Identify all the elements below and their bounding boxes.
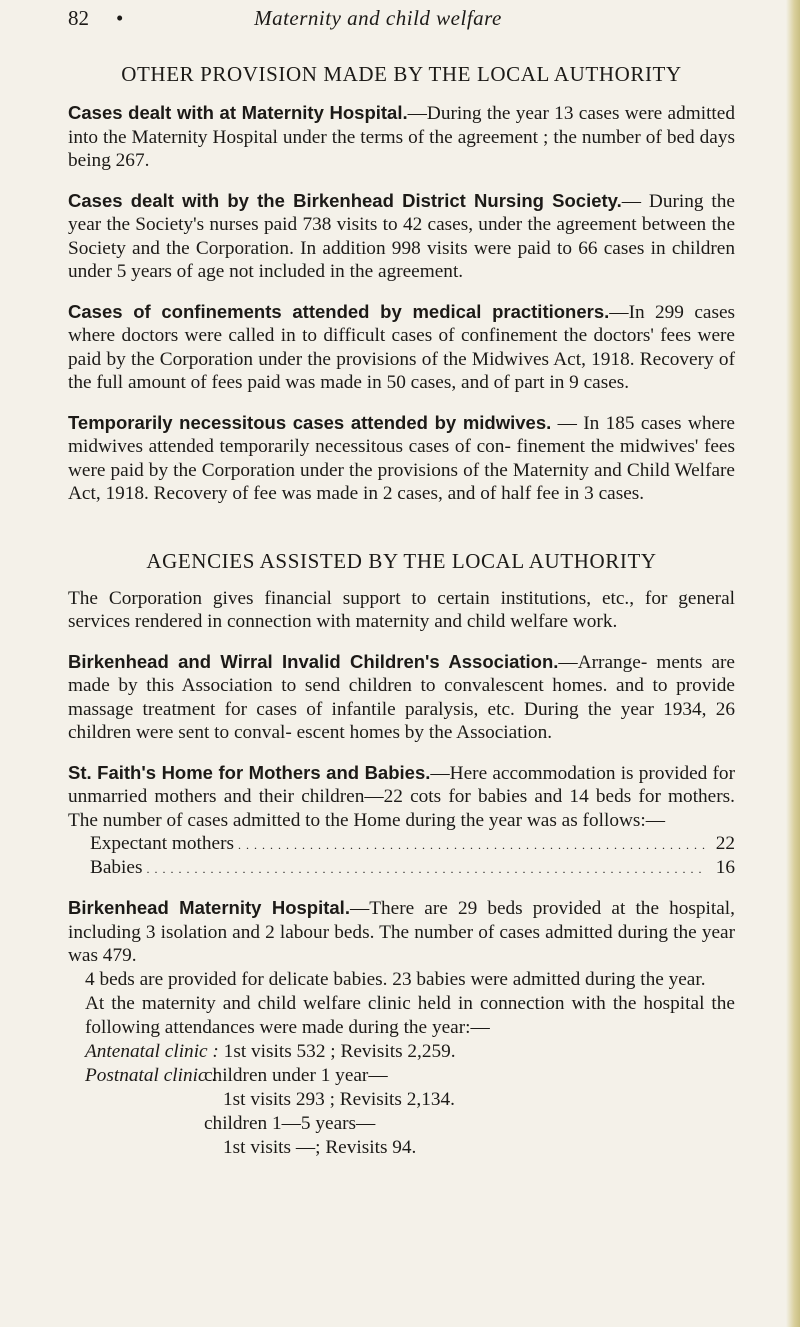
postnatal-line: 1st visits 293 ; Revisits 2,134. (223, 1088, 455, 1110)
paragraph-birkenhead-maternity-hospital: Birkenhead Maternity Hospital.—There are 29 beds provided at the hospital, including 3 isolation and 2 labour beds. The number of cases admitted during the year was 479. (68, 897, 735, 966)
postnatal-line: 1st visits —; Revisits 94. (223, 1136, 417, 1158)
list-item (68, 856, 735, 880)
page-edge-shading (786, 0, 800, 1327)
page-number: 82 (68, 6, 89, 30)
paragraph-district-nursing: Cases dealt with by the Birkenhead District Nursing Society.— During the year the Society's nurses paid 738 visits to 42 cases, under the agreement between the Society and the Corporation. In addition 998 visits were paid to 66 cases in children under 5 years of age not included in the agreement. (68, 189, 735, 282)
antenatal-label: Antenatal clinic : (85, 1040, 219, 1062)
section-title-agencies: AGENCIES ASSISTED BY THE LOCAL AUTHORITY (146, 548, 657, 573)
postnatal-label: Postnatal clinic : (85, 1064, 218, 1086)
paragraph-medical-practitioners: Cases of confinements attended by medical practitioners.—In 299 cases where doctors were called in to difficult cases of confinement the doctors' fees were paid by the Corporation under the provisions of the Midwives Act, 1918. Recovery of the full amount of fees paid was made in 50 cases, and of part in 9 cases. (68, 300, 736, 393)
paragraph-delicate-babies: 4 beds are provided for delicate babies. 23 babies were admitted during the year. (85, 968, 706, 990)
page-body (68, 61, 735, 1160)
header-marker: • (116, 6, 124, 30)
paragraph-invalid-children: Birkenhead and Wirral Invalid Children's Association.—Arrange- ments are made by this Association to send children to convalescent homes. and to provide massage treatment for cases of infantile paralysis, etc. During the year 1934, 26 children were sent to conval- escent homes by the Association. (68, 650, 735, 743)
paragraph-heading: Cases dealt with at Maternity Hospital. (68, 102, 408, 123)
paragraph-st-faiths-home: St. Faith's Home for Mothers and Babies.—Here accommodation is provided for unmarried mothers and their children—22 cots for babies and 14 beds for mothers. The number of cases admitted to the Home during the year was as follows:— (68, 761, 735, 831)
postnatal-line: children under 1 year— (204, 1064, 388, 1086)
list-item-value: 16 (709, 856, 735, 880)
paragraph-midwives: Temporarily necessitous cases attended by midwives. — In 185 cases where midwives attended temporarily necessitous cases of con- finement the midwives' fees were paid by the Corporation under the provisions of the Maternity and Child Welfare Act, 1918. Recovery of fee was made in 2 cases, and of half fee in 3 cases. (68, 411, 735, 504)
postnatal-line: children 1—5 years— (204, 1112, 376, 1134)
paragraph-heading: Cases of confinements attended by medical practitioners. (68, 300, 610, 322)
paragraph-heading: Temporarily necessitous cases attended by midwives. (68, 411, 552, 433)
admissions-list (68, 832, 735, 880)
list-item-label: Babies . . . (90, 856, 707, 881)
paragraph-heading: Birkenhead and Wirral Invalid Children's Association. (68, 650, 559, 672)
list-item-value: 22 (709, 832, 735, 856)
section-title-other-provision: OTHER PROVISION MADE BY THE LOCAL AUTHORITY (121, 62, 682, 86)
list-item (68, 832, 735, 856)
page-header (68, 6, 688, 40)
paragraph-heading: Cases dealt with by the Birkenhead District Nursing Society. (68, 189, 622, 211)
paragraph-clinic-attendances: At the maternity and child welfare clinic held in connection with the hospital the following attendances were made during the year:— (85, 992, 735, 1038)
postnatal-clinic-block (68, 1064, 735, 1160)
paragraph-maternity-hospital-cases: Cases dealt with at Maternity Hospital.—During the year 13 cases were admitted into the Maternity Hospital under the terms of the agreement ; the number of bed days being 267. (68, 102, 735, 171)
antenatal-clinic-line: Antenatal clinic : 1st visits 532 ; Revisits 2,259. (85, 1040, 456, 1062)
paragraph-agencies-intro: The Corporation gives financial support to certain institutions, etc., for general services rendered in connection with maternity and child welfare work. (68, 587, 735, 632)
paragraph-heading: St. Faith's Home for Mothers and Babies. (68, 761, 431, 783)
running-title: Maternity and child welfare (254, 6, 502, 30)
list-item-label: Expectant mothers . . . (90, 832, 707, 857)
paragraph-heading: Birkenhead Maternity Hospital. (68, 897, 350, 918)
